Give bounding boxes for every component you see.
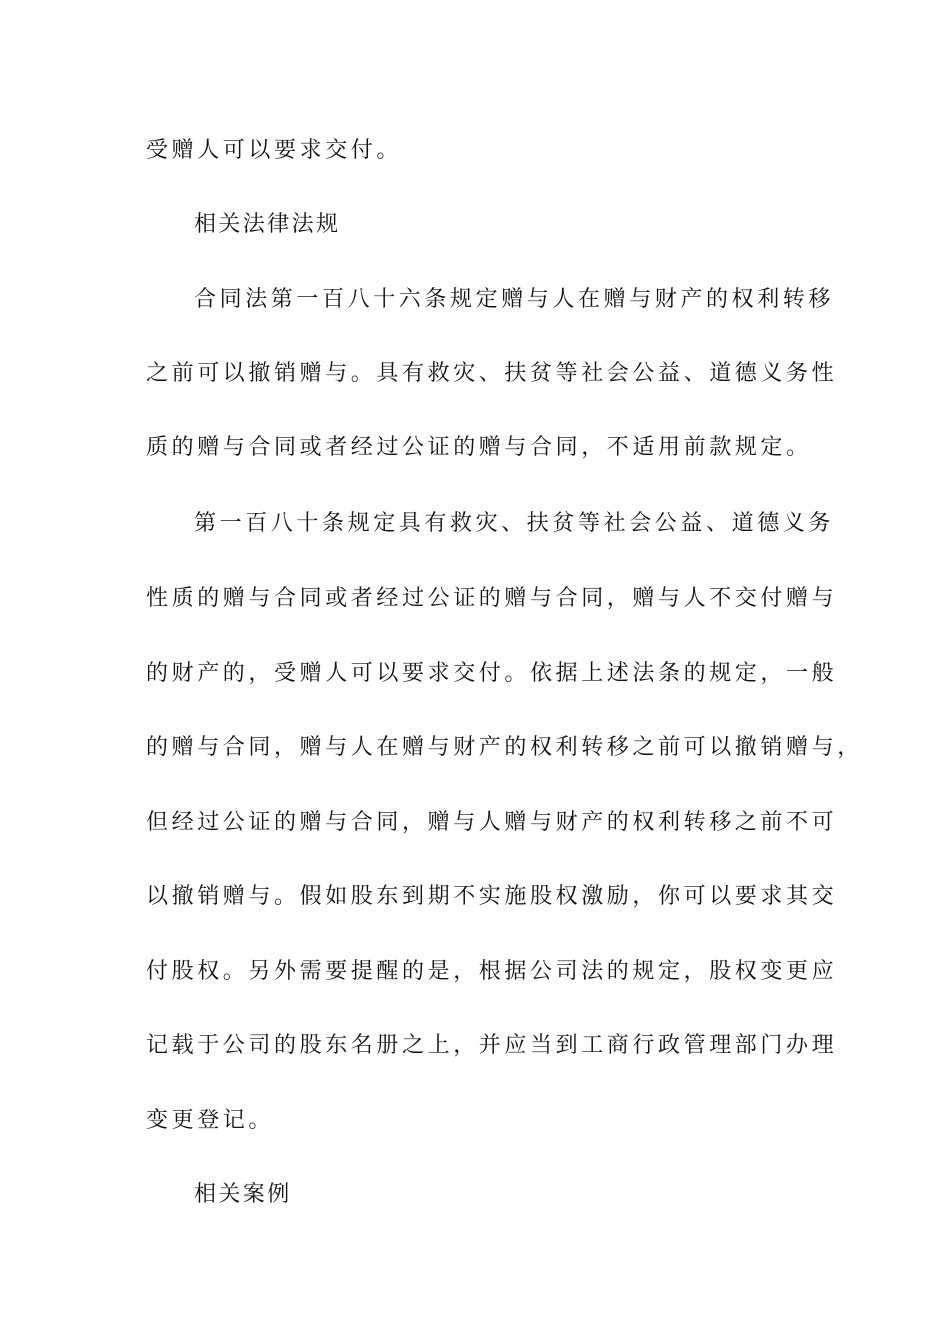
paragraph-line: 付股权。另外需要提醒的是，根据公司法的规定，股权变更应 — [146, 959, 838, 984]
paragraph-line: 变更登记。 — [146, 1108, 275, 1133]
section-heading-related-laws: 相关法律法规 — [194, 212, 341, 237]
paragraph-line: 之前可以撤销赠与。具有救灾、扶贫等社会公益、道德义务性 — [146, 361, 838, 386]
paragraph-line: 以撤销赠与。假如股东到期不实施股权激励，你可以要求其交 — [146, 884, 838, 909]
paragraph-line: 记载于公司的股东名册之上，并应当到工商行政管理部门办理 — [146, 1033, 838, 1058]
paragraph-line: 性质的赠与合同或者经过公证的赠与合同，赠与人不交付赠与 — [146, 586, 838, 611]
paragraph-line: 受赠人可以要求交付。 — [146, 138, 403, 163]
section-heading-related-cases: 相关案例 — [194, 1182, 292, 1207]
paragraph-line: 的赠与合同，赠与人在赠与财产的权利转移之前可以撤销赠与， — [146, 735, 863, 760]
paragraph-line: 质的赠与合同或者经过公证的赠与合同，不适用前款规定。 — [146, 435, 812, 460]
paragraph-line: 合同法第一百八十六条规定赠与人在赠与财产的权利转移 — [194, 287, 835, 312]
paragraph-line: 但经过公证的赠与合同，赠与人赠与财产的权利转移之前不可 — [146, 810, 838, 835]
paragraph-line: 的财产的，受赠人可以要求交付。依据上述法条的规定，一般 — [146, 661, 838, 686]
paragraph-line: 第一百八十条规定具有救灾、扶贫等社会公益、道德义务 — [194, 511, 835, 536]
